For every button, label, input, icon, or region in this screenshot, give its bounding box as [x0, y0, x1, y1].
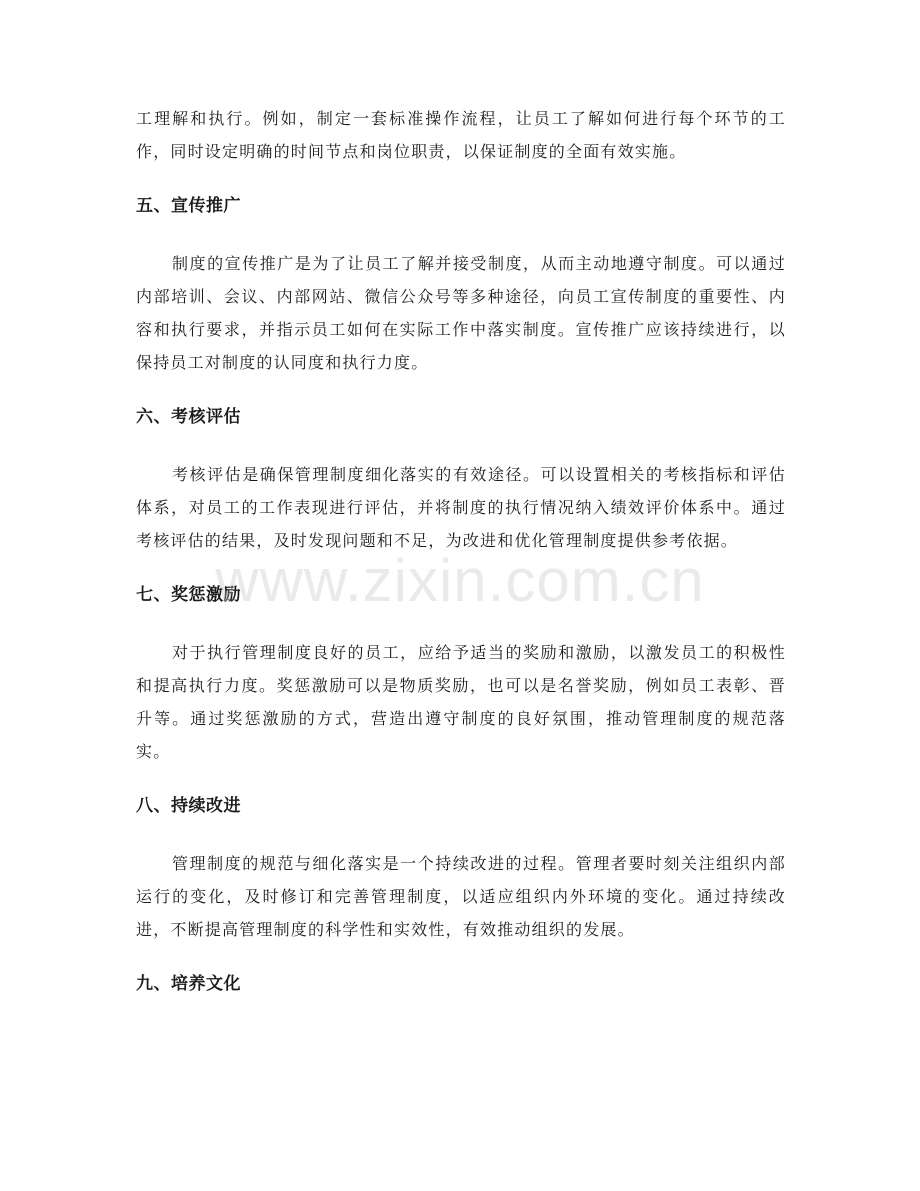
- section-body-improvement: 管理制度的规范与细化落实是一个持续改进的过程。管理者要时刻关注组织内部运行的变化，及时修订和完善管理制度，以适应组织内外环境的变化。通过持续改进，不断提高管理制度的科学性和实效性，有效推动组织的发展。: [136, 854, 786, 939]
- watermark: www.zixin.com.cn: [215, 547, 705, 614]
- section-heading-improvement: 八、持续改进: [136, 796, 241, 816]
- intro-paragraph: 工理解和执行。例如，制定一套标准操作流程，让员工了解如何进行每个环节的工作，同时设定明确的时间节点和岗位职责，以保证制度的全面有效实施。: [136, 109, 786, 161]
- section-heading-culture: 九、培养文化: [136, 974, 241, 994]
- section-body-assessment: 考核评估是确保管理制度细化落实的有效途径。可以设置相关的考核指标和评估体系，对员工的工作表现进行评估，并将制度的执行情况纳入绩效评价体系中。通过考核评估的结果，及时发现问题和不足，为改进和优化管理制度提供参考依据。: [136, 465, 786, 550]
- section-body-incentives: 对于执行管理制度良好的员工，应给予适当的奖励和激励，以激发员工的积极性和提高执行力度。奖惩激励可以是物质奖励，也可以是名誉奖励，例如员工表彰、晋升等。通过奖惩激励的方式，营造出遵守制度的良好氛围，推动管理制度的规范落实。: [136, 643, 786, 761]
- section-body-publicity: 制度的宣传推广是为了让员工了解并接受制度，从而主动地遵守制度。可以通过内部培训、会议、内部网站、微信公众号等多种途径，向员工宣传制度的重要性、内容和执行要求，并指示员工如何在实际工作中落实制度。宣传推广应该持续进行，以保持员工对制度的认同度和执行力度。: [136, 254, 786, 372]
- section-heading-publicity: 五、宣传推广: [136, 196, 241, 216]
- section-heading-incentives: 七、奖惩激励: [136, 585, 241, 605]
- document-body: [136, 102, 786, 1001]
- section-heading-assessment: 六、考核评估: [136, 407, 241, 427]
